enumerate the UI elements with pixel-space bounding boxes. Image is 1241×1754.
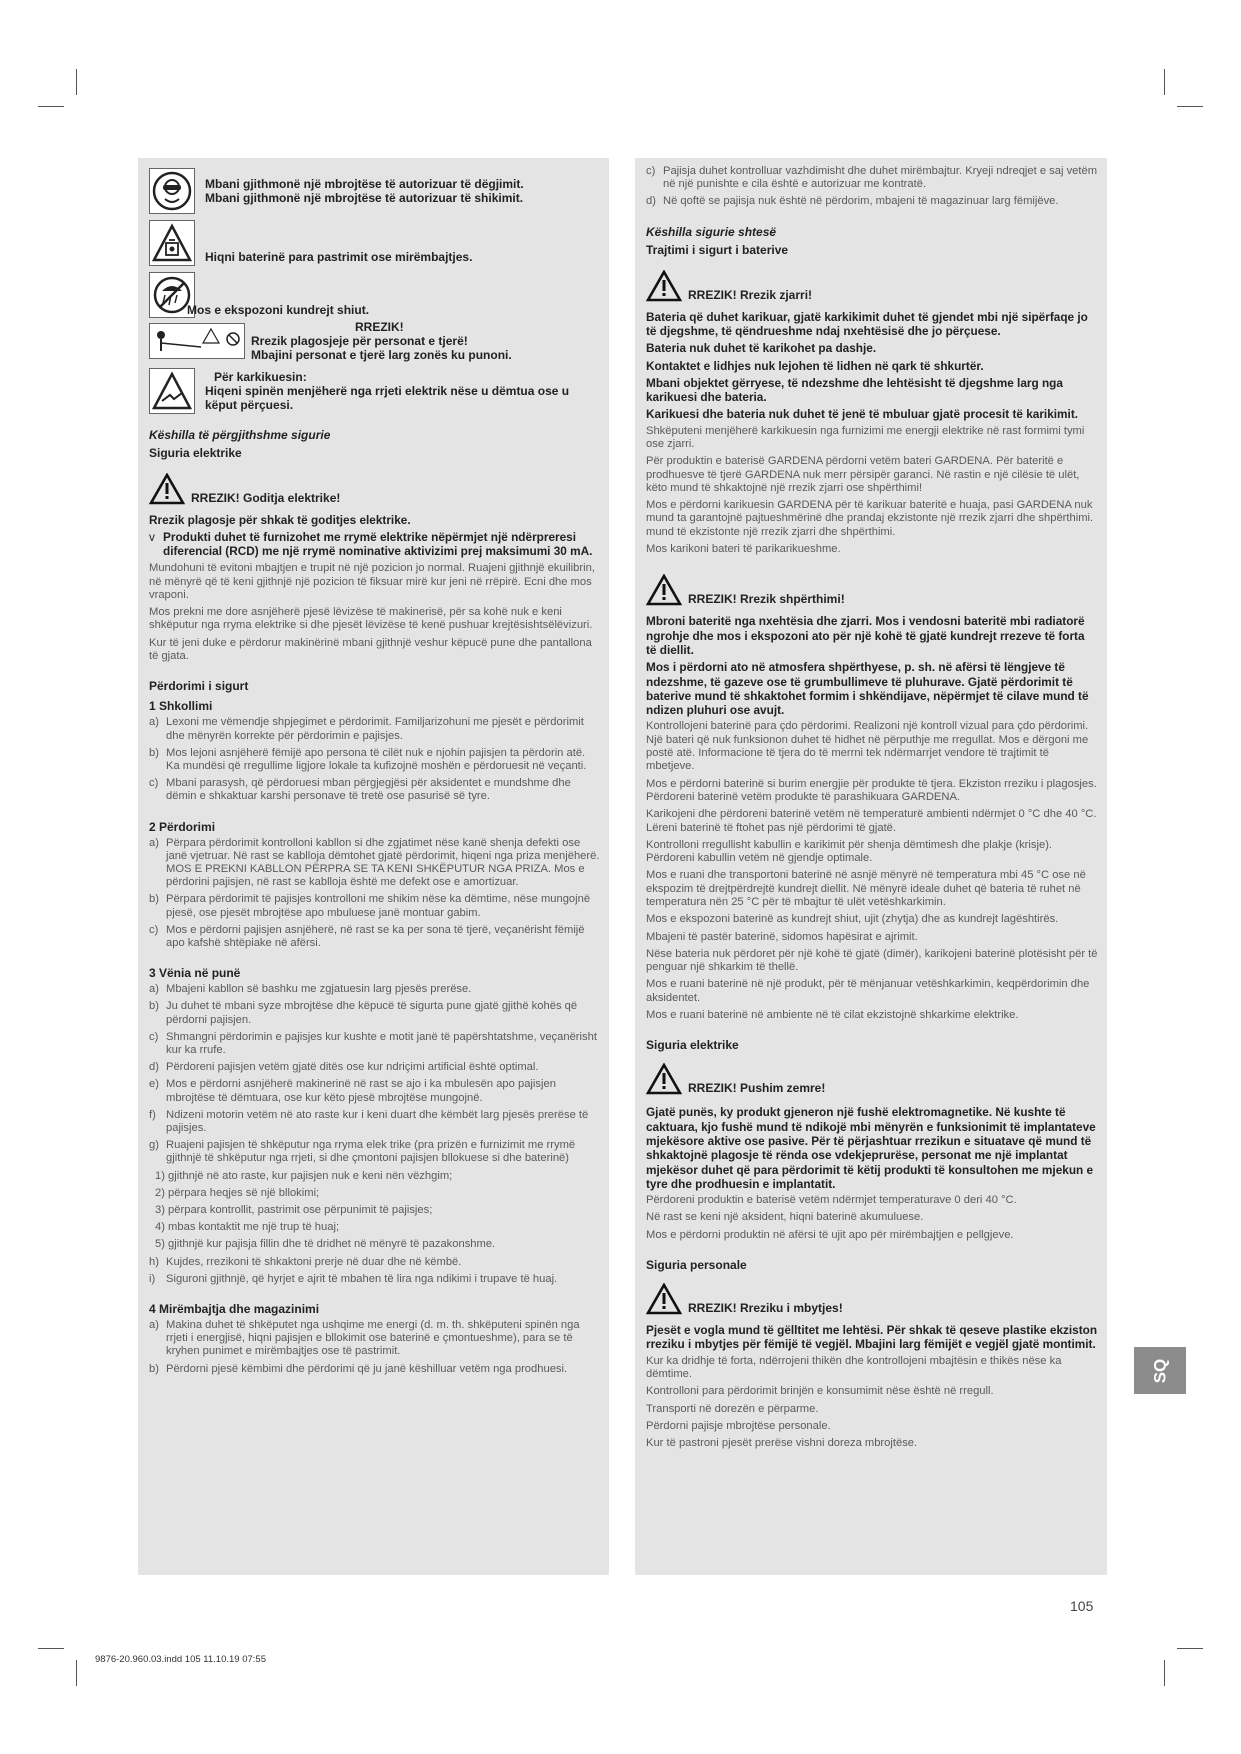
remove-battery-icon	[149, 220, 195, 266]
warning-icon	[149, 473, 185, 505]
section-heading: Siguria elektrike	[646, 1038, 739, 1053]
list-item: a) Lexoni me vëmendje shpjegimet e përdorimit. Familjarizohuni me pjesët e përdorimit dhe mënyrën korrekte për përdorimin e pajisjes.	[149, 716, 584, 742]
shock-text: Rrezik plagosje për shkak të goditjes elektrike.	[149, 513, 411, 527]
subsection-title: 3 Vënia në punë	[149, 966, 241, 981]
paragraph: Në rast se keni një aksident, hiqni baterinë akumuluese.	[646, 1211, 924, 1224]
crop-mark	[1177, 106, 1203, 107]
crop-mark	[76, 69, 77, 95]
paragraph: Karikojeni dhe përdoreni baterinë vetëm në temperaturë ambienti ndërmjet 0 °C dhe 40 °C. Lëreni baterinë të ftohet pas një përdorimi të gjatë.	[646, 808, 1097, 834]
list-item: b) Ju duhet të mbani syze mbrojtëse dhe këpucë të sigurta pune gjatë gjithë kohës që përdorni pajisjen.	[149, 1000, 578, 1026]
paragraph: Për produktin e baterisë GARDENA përdorni vetëm bateri GARDENA. Për bateritë e prodhuesve të tjerë GARDENA nuk merr përsipër garanci. Në rastin e një cilësie të ulët, këto mund të shkaktojnë një rrezik zjarri ose shpërthimi!	[646, 455, 1080, 494]
warning-explosion: RREZIK! Rrezik shpërthimi!	[646, 574, 1098, 606]
left-column	[138, 158, 609, 1575]
bold-text: Bateria që duhet karikuar, gjatë karkikimit duhet të gjendet mbi një sipërfaqe jo të djegshme, të qëndrueshme ndaj nxehtësisë dhe jo përçuese.	[646, 309, 1088, 338]
paragraph: Mos e përdorni baterinë si burim energjie për produkte të tjera. Ekziston rreziku i plagosjes. Përdoreni baterinë vetëm produkte të parashikuara GARDENA.	[646, 777, 1097, 803]
bold-text: Gjatë punës, ky produkt gjeneron një fushë elektromagnetike. Në kushte të caktuara, kjo fushë mund të ndikojë mbi mënyrën e funksionimit të implantateve mjekësore aktive ose pasive. Për të përjashtuar rrezikun e situatave që mund të shkaktojnë plagosje të rënda ose vdekjeprurëse, personat me një implantat mjekësor duhet që para përdorimit të këtij produkti të konsultohen me mjekun e tyre dhe prodhuesin e implantatit.	[646, 1105, 1096, 1191]
paragraph: Shkëputeni menjëherë karkikuesin nga furnizimi me energji elektrike në rast formimi tymi ose zjarri.	[646, 424, 1085, 450]
list-item: a) Mbajeni kabllon së bashku me zgjatuesin larg pjesës prerëse.	[149, 983, 472, 996]
list-item: b) Përpara përdorimit të pajisjes kontrolloni me shikim nëse ka dëmtime, nëse mungojnë pjesë, ose pjesët mbrojtëse apo mbuluese janë montuar gabim.	[149, 893, 591, 919]
subsection-title: 2 Përdorimi	[149, 819, 216, 834]
list-item: d) Përdoreni pajisjen vetëm gjatë ditës ose kur ndriçimi artificial është optimal.	[149, 1061, 539, 1074]
paragraph: Kontrollojeni baterinë para çdo përdorimi. Realizoni një kontroll vizual para çdo përdorimi. Një bateri që nuk funksionon duhet të hidhet në përputhje me rregullat. Mos e dërgoni me postë atë. Informacione të tjera do të merrni tek ndërmarrjet vendore të trajtimit të mbetjeve.	[646, 720, 1089, 773]
bold-text: Kontaktet e lidhjes nuk lejohen të lidhen në qark të shkurtër.	[646, 358, 984, 373]
language-tab: SQ	[1134, 1347, 1186, 1394]
section-heading: Trajtimi i sigurt i baterive	[646, 242, 789, 257]
crop-mark	[1164, 69, 1165, 95]
list-item: g) Ruajeni pajisjen të shkëputur nga rryma elek trike (pra prizën e furnizimit me rrymë gjithnjë të shkëputur nga rrjeti, si dhe çmontoni pajisjen bllokuese si dhe baterinë)	[149, 1139, 576, 1165]
symbol-row-protection	[149, 168, 600, 214]
paragraph: Kur ka dridhje të forta, ndërrojeni thikën dhe kontrollojeni mbajtësin e thikës nëse ka dëmtime.	[646, 1354, 1062, 1380]
paragraph: Mos e përdorni karikuesin GARDENA për të karikuar bateritë e huaja, pasi GARDENA nuk mund ta garantojnë pajtueshmërinë dhe prandaj ekzistonte një rrezik zjarri dhe shpërthimi. mund të ekzistonte një rrezik zjarri dhe shpërthimi.	[646, 499, 1094, 538]
bold-text: Mos i përdorni ato në atmosfera shpërthyese, p. sh. në afërsi të lëngjeve të ndezshme, të gazeve ose të grumbullimeve të pluhurave. Gjatë përdorimit të baterive mund të shkaktohet formim i shkëndijave, nëpërmjet të cilave mund të ndizen pluhuri ose avujt.	[646, 660, 1089, 718]
symbol-row-charger	[149, 368, 600, 414]
list-item: d) Në qoftë se pajisja nuk është në përdorim, mbajeni të magazinuar larg fëmijëve.	[646, 195, 1059, 208]
paragraph: Kur të jeni duke e përdorur makinërinë mbani gjithnjë veshur këpucë pune dhe pantallona të gjata.	[149, 636, 592, 663]
warning-choke: RREZIK! Rreziku i mbytjes!	[646, 1283, 1098, 1315]
symbol-text: Hiqni baterinë para pastrimit ose mirëmbajtjes.	[205, 250, 473, 264]
section-heading: Këshilla sigurie shtesë	[646, 224, 777, 239]
crop-mark	[38, 106, 64, 107]
paragraph: Kontrolloni rregullisht kabullin e karikimit për shenja dëmtimesh dhe plakje (krisje). Përdoreni kabullin vetëm në gjendje optimale.	[646, 838, 1053, 865]
crop-mark	[76, 1660, 77, 1686]
subsection-title: 1 Shkollimi	[149, 699, 213, 714]
symbol-text: Mbani gjithmonë një mbrojtëse të autorizuar të dëgjimit. Mbani gjithmonë një mbrojtëse të autorizuar të shikimit.	[205, 177, 524, 205]
symbol-row-others	[149, 320, 600, 362]
paragraph: Kontrolloni para përdorimit brinjën e konsumimit nëse është në rregull.	[646, 1385, 994, 1398]
section-heading: Këshilla të përgjithshme sigurie	[149, 428, 331, 442]
bold-text: Mbroni bateritë nga nxehtësia dhe zjarri. Mos i vendosni bateritë mbi radiatorë ngrohje dhe mos i ekspozoni ato për një kohë të gjatë kundrejt rrezeve të forta të diellit.	[646, 614, 1085, 657]
warning-icon	[646, 270, 682, 302]
list-item: b) Mos lejoni asnjëherë fëmijë apo persona të cilët nuk e njohin pajisjen ta përdorin atë. Ka mundësi që rregullime ligjore lokale ta kufizojnë moshën e përdoruesit në veçanti.	[149, 746, 587, 772]
list-item: c) Mos e përdorni pajisjen asnjëherë, në rast se ka per sona të tjerë, veçanërisht fëmijë apo kafshë shtëpiake në afërsi.	[149, 923, 585, 950]
symbol-row-rain	[149, 272, 600, 318]
paragraph: Mos e ruani baterinë në një produkt, për të mënjanuar vetëshkarkimin, keqpërdorimin dhe aksidentet.	[646, 978, 1090, 1004]
list-subitem: 1) gjithnjë në ato raste, kur pajisjen nuk e keni nën vëzhgim;	[155, 1169, 453, 1182]
page-number: 105	[1070, 1598, 1094, 1614]
paragraph: Mos karikoni bateri të parikarikueshme.	[646, 543, 841, 556]
right-column	[635, 158, 1107, 1575]
list-item: c) Pajisja duhet kontrolluar vazhdimisht dhe duhet mirëmbajtur. Kryeji ndreqjet e saj vetëm në një punishte e cila është e autorizuar me kontratë.	[646, 165, 1098, 191]
list-subitem: 3) përpara kontrollit, pastrimit ose përpunimit të pajisjes;	[155, 1204, 433, 1217]
symbol-text: Për karkikuesin: Hiqeni spinën menjëherë nga rrjeti elektrik nëse u dëmtua ose u këput përçuesi.	[205, 370, 570, 412]
list-item: e) Mos e përdorni asnjëherë makinerinë në rast se ajo i ka mbulesën apo pajisjen mbrojtëse të dëmtuara, ose kur këto pjesë mbrojtëse mungojnë.	[149, 1078, 556, 1104]
paragraph: Mos prekni me dore asnjëherë pjesë lëvizëse të makinerisë, për sa kohë nuk e keni shkëputur nga rryma elektrike si dhe pjesët lëvizëse të kenë pushuar krejtësishtsëlëvizuri.	[149, 606, 593, 632]
subsection-title: 4 Mirëmbajtja dhe magazinimi	[149, 1302, 320, 1317]
crop-mark	[1177, 1648, 1203, 1649]
bold-text: Bateria nuk duhet të karikohet pa dashje.	[646, 341, 877, 356]
section-heading: Siguria personale	[646, 1258, 747, 1273]
list-item: c) Shmangni përdorimin e pajisjes kur kushte e motit janë të papërshtatshme, veçanërisht kur ka rrufe.	[149, 1030, 597, 1057]
paragraph: Transporti në dorezën e përparme.	[646, 1402, 819, 1415]
list-item: f) Ndizeni motorin vetëm në ato raste kur i keni duart dhe këmbët larg pjesës prerëse të pajisjes.	[149, 1108, 589, 1135]
charger-cable-icon	[149, 368, 195, 414]
paragraph: Mbajeni të pastër baterinë, sidomos hapësirat e ajrimit.	[646, 930, 918, 943]
print-footer: 9876-20.960.03.indd 105 11.10.19 07:55	[95, 1654, 266, 1665]
paragraph: Përdoreni produktin e baterisë vetëm ndërmjet temperaturave 0 deri 40 °C.	[646, 1194, 1017, 1207]
bold-text: Mbani objektet gërryese, të ndezshme dhe lehtësisht të djegshme larg nga karikuesi dhe bateria.	[646, 375, 1063, 405]
list-item: c) Mbani parasysh, që përdoruesi mban përgjegjësi për aksidentet e mundshme dhe dëmin e shkaktuar karshi personave të tretë ose pasurisë së tyre.	[149, 777, 571, 803]
warning-fire: RREZIK! Rrezik zjarri!	[646, 270, 1098, 302]
list-subitem: 5) gjithnjë kur pajisja fillin dhe të dridhet në mënyrë të pazakonshme.	[155, 1238, 496, 1251]
list-subitem: 2) përpara heqjes së një bllokimi;	[155, 1186, 320, 1199]
paragraph: Nëse bateria nuk përdoret për një kohë të gjatë (dimër), karikojeni baterinë plotësisht për të penguar një shkarkim të thellë.	[646, 947, 1098, 974]
list-item: a) Përpara përdorimit kontrolloni kabllon si dhe zgjatimet nëse kanë shenja defekti ose janë vjetruar. Në rast se kablloja dëmtohet gjatë përdorimit, hiqeni nga priza menjëherë. MOS E PREKNI KABLLON PËRPRA SE TA KENI SHKËPUTUR NGA PRIZA. Mos e përdorini pajisjen, në rast se kablloja është me defekt ose e amortizuar.	[149, 836, 600, 889]
rcd-item: v Produkti duhet të furnizohet me rrymë elektrike nëpërmjet një ndërpreresi diferencial (RCD) me një rrymë nominative aktivizimi prej maksimumi 30 mA.	[149, 530, 593, 559]
list-item: h) Kujdes, rrezikoni të shkaktoni prerje në duar dhe në këmbë.	[149, 1255, 462, 1268]
paragraph: Mos e përdorni produktin në afërsi të ujit apo për mirëmbajtjen e pellgjeve.	[646, 1228, 1014, 1241]
paragraph: Mos e ruani baterinë në ambiente në të cilat ekzistojnë shkarkime elektrike.	[646, 1009, 1019, 1022]
section-heading: Siguria elektrike	[149, 446, 242, 460]
symbol-text: Mos e ekspozoni kundrejt shiut.	[187, 303, 370, 317]
keep-distance-icon	[149, 323, 245, 359]
warning-icon	[646, 1063, 682, 1095]
list-item: b) Përdorni pjesë këmbimi dhe përdorimi që ju janë këshilluar vetëm nga prodhuesi.	[149, 1362, 568, 1375]
symbol-row-battery	[149, 220, 600, 266]
paragraph: Mos e ekspozoni baterinë as kundrejt shiut, ujit (zhytja) dhe as kundrejt lagështirës.	[646, 913, 1059, 926]
list-item: i) Siguroni gjithnjë, që hyrjet e ajrit të mbahen të lira nga ndikimi i trupave të huaj.	[149, 1272, 558, 1285]
ear-eye-protection-icon	[149, 168, 195, 214]
crop-mark	[1164, 1660, 1165, 1686]
warning-heart: RREZIK! Pushim zemre!	[646, 1063, 1098, 1095]
bold-text: Pjesët e vogla mund të gëlltitet me lehtësi. Për shkak të qeseve plastike ekziston rreziku i mbytjes për fëmijë të vegjël. Mbajini larg fëmijët e vegjël gjatë montimit.	[646, 1323, 1098, 1352]
paragraph: Mos e ruani dhe transportoni baterinë në asnjë mënyrë në temperatura mbi 45 °C ose në ekspozim të drejtpërdrejtë kundrejt diellit. Në mënyrë ideale duhet që bateria të ruhet në temperatura nën 25 °C për të mbajtur të ulët vetëshkarkimin.	[646, 869, 1086, 908]
warning-shock: RREZIK! Goditja elektrike!	[149, 473, 600, 505]
list-item: a) Makina duhet të shkëputet nga ushqime me energi (d. m. th. shkëputeni spinën nga rrjeti i energjisë, hiqni pajisjen e bllokimit ose baterinë e çmontueshme), para se të kryhen punimet e mirëmbajtjes ose të pastrimit.	[149, 1319, 580, 1358]
symbol-text: RREZIK! Rrezik plagosjeje për personat e tjerë! Mbajini personat e tjerë larg zonës ku punoni.	[251, 320, 512, 362]
paragraph: Mundohuni të evitoni mbajtjen e trupit në një pozicion jo normal. Ruajeni gjithnjë ekuilibrin, në mënyrë që të keni gjithnjë një pozicion të fiksuar mirë kur jeni në rrëpirë. Ecni dhe mos vraponi.	[149, 562, 595, 601]
bold-text: Karikuesi dhe bateria nuk duhet të jenë të mbuluar gjatë procesit të karikimit.	[646, 407, 1079, 422]
warning-icon	[646, 574, 682, 606]
section-heading: Përdorimi i sigurt	[149, 679, 249, 694]
warning-icon	[646, 1283, 682, 1315]
paragraph: Kur të pastroni pjesët prerëse vishni doreza mbrojtëse.	[646, 1437, 918, 1450]
crop-mark	[38, 1648, 64, 1649]
paragraph: Përdorni pajisje mbrojtëse personale.	[646, 1419, 831, 1432]
list-subitem: 4) mbas kontaktit me një trup të huaj;	[155, 1221, 340, 1234]
